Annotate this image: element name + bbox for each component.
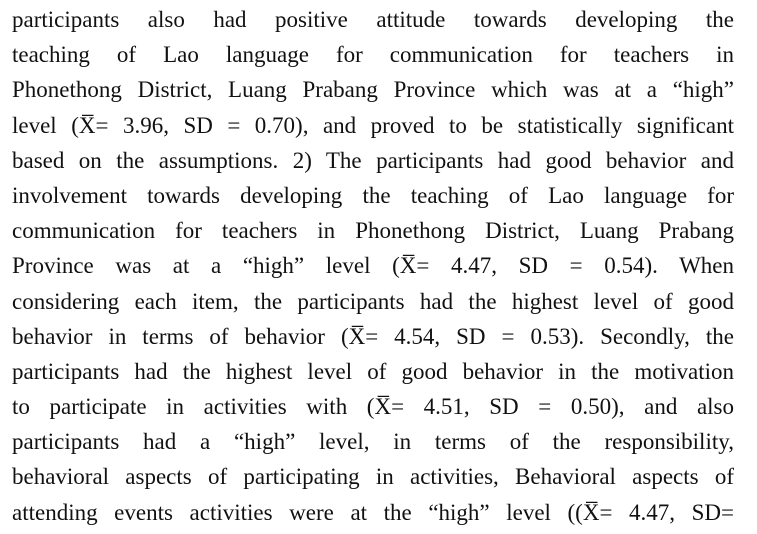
text-line: participants had the highest level of good behavior in the motivation (12, 358, 734, 384)
document-body (12, 2, 734, 530)
text-line: to participate in activities with (X̅= 4.51, SD = 0.50), and also (12, 394, 734, 420)
text-line: involvement towards developing the teaching of Lao language for (12, 182, 734, 208)
text-line: participants also had positive attitude towards developing the (12, 7, 734, 32)
text-line: behavior in terms of behavior (X̅= 4.54, SD = 0.53). Secondly, the (12, 323, 734, 349)
text-line: level (X̅= 3.96, SD = 0.70), and proved to be statistically significant (12, 112, 734, 138)
text-line: behavioral aspects of participating in activities, Behavioral aspects of (12, 464, 734, 490)
text-line: communication for teachers in Phonethong District, Luang Prabang (12, 218, 734, 244)
text-line: considering each item, the participants had the highest level of good (12, 288, 734, 314)
text-line: Phonethong District, Luang Prabang Province which was at a “high” (12, 77, 734, 103)
text-line: Province was at a “high” level (X̅= 4.47, SD = 0.54). When (12, 253, 734, 279)
text-line: based on the assumptions. 2) The participants had good behavior and (12, 147, 734, 173)
text-line: teaching of Lao language for communication for teachers in (12, 42, 734, 68)
text-line: participants had a “high” level, in terms of the responsibility, (12, 429, 734, 455)
text-line: attending events activities were at the “high” level ((X̅= 4.47, SD= (12, 499, 734, 525)
